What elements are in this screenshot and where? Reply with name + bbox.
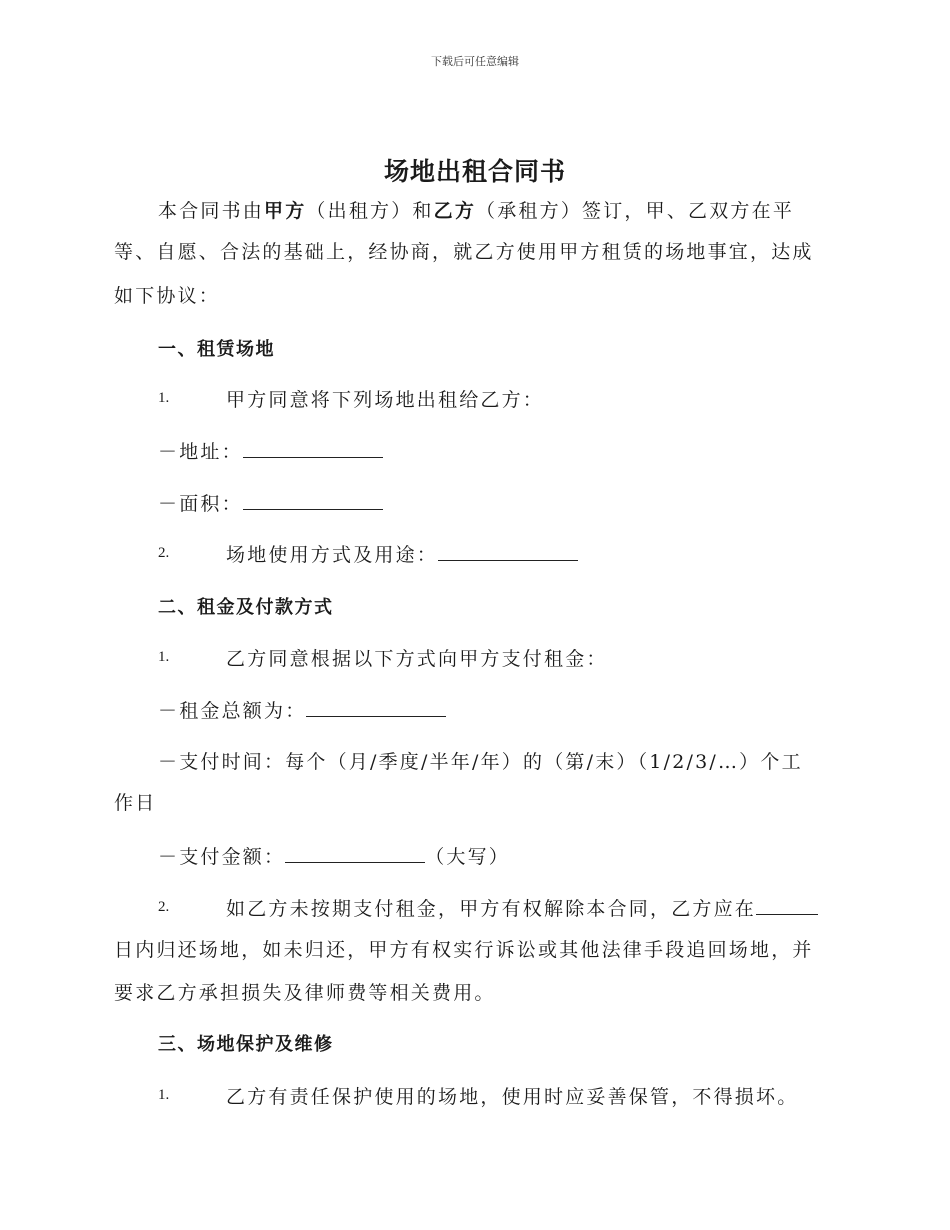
payment-amount-suffix: （大写） bbox=[425, 846, 511, 868]
intro-line-1 bbox=[158, 197, 878, 225]
usage-field bbox=[226, 540, 578, 567]
item-number: 2. bbox=[158, 545, 170, 561]
address-field bbox=[158, 437, 383, 464]
payment-amount-field bbox=[158, 842, 510, 869]
payment-amount-label: －支付金额： bbox=[158, 846, 286, 868]
payment-time-line-cont: 作日 bbox=[114, 792, 157, 814]
usage-label: 场地使用方式及用途： bbox=[226, 544, 439, 566]
area-field bbox=[158, 489, 383, 516]
intro-text: （出租方）和 bbox=[306, 200, 434, 222]
section-heading: 三、场地保护及维修 bbox=[158, 1034, 334, 1055]
late-payment-line-3: 要求乙方承担损失及律师费等相关费用。 bbox=[114, 982, 496, 1004]
rent-total-blank[interactable] bbox=[306, 698, 446, 717]
intro-text: 本合同书由 bbox=[158, 200, 265, 222]
contract-title: 场地出租合同书 bbox=[383, 157, 566, 186]
item-text: 乙方同意根据以下方式向甲方支付租金： bbox=[226, 648, 608, 670]
section-heading: 二、租金及付款方式 bbox=[158, 597, 334, 618]
item-number: 1. bbox=[158, 649, 170, 665]
intro-line-3: 如下协议： bbox=[114, 285, 221, 307]
item-text: 乙方有责任保护使用的场地，使用时应妥善保管，不得损坏。 bbox=[226, 1086, 799, 1108]
item-text: 甲方同意将下列场地出租给乙方： bbox=[226, 389, 545, 411]
usage-blank[interactable] bbox=[438, 542, 578, 561]
party-a-label: 甲方 bbox=[264, 200, 307, 222]
intro-line-2: 等、自愿、合法的基础上，经协商，就乙方使用甲方租赁的场地事宜，达成 bbox=[114, 241, 814, 263]
section-heading: 一、租赁场地 bbox=[158, 339, 275, 360]
late-payment-text: 如乙方未按期支付租金，甲方有权解除本合同，乙方应在 bbox=[226, 898, 757, 920]
address-blank[interactable] bbox=[243, 439, 383, 458]
area-blank[interactable] bbox=[243, 491, 383, 510]
area-label: －面积： bbox=[158, 493, 243, 515]
item-number: 1. bbox=[158, 1087, 170, 1103]
party-b-label: 乙方 bbox=[433, 200, 477, 222]
rent-total-label: －租金总额为： bbox=[158, 700, 307, 722]
address-label: －地址： bbox=[158, 441, 243, 463]
item-number: 1. bbox=[158, 390, 170, 406]
payment-time-line: －支付时间：每个（月/季度/半年/年）的（第/末）（1/2/3/…）个工 bbox=[158, 751, 803, 773]
return-days-blank[interactable] bbox=[756, 896, 818, 915]
late-payment-line-2: 日内归还场地，如未归还，甲方有权实行诉讼或其他法律手段追回场地，并 bbox=[114, 939, 814, 961]
late-payment-line-1 bbox=[226, 894, 818, 921]
item-number: 2. bbox=[158, 899, 170, 915]
header-note: 下载后可任意编辑 bbox=[431, 55, 519, 68]
rent-total-field bbox=[158, 696, 446, 723]
intro-text: （承租方）签订，甲、乙双方在平 bbox=[476, 200, 795, 222]
payment-amount-blank[interactable] bbox=[285, 844, 425, 863]
